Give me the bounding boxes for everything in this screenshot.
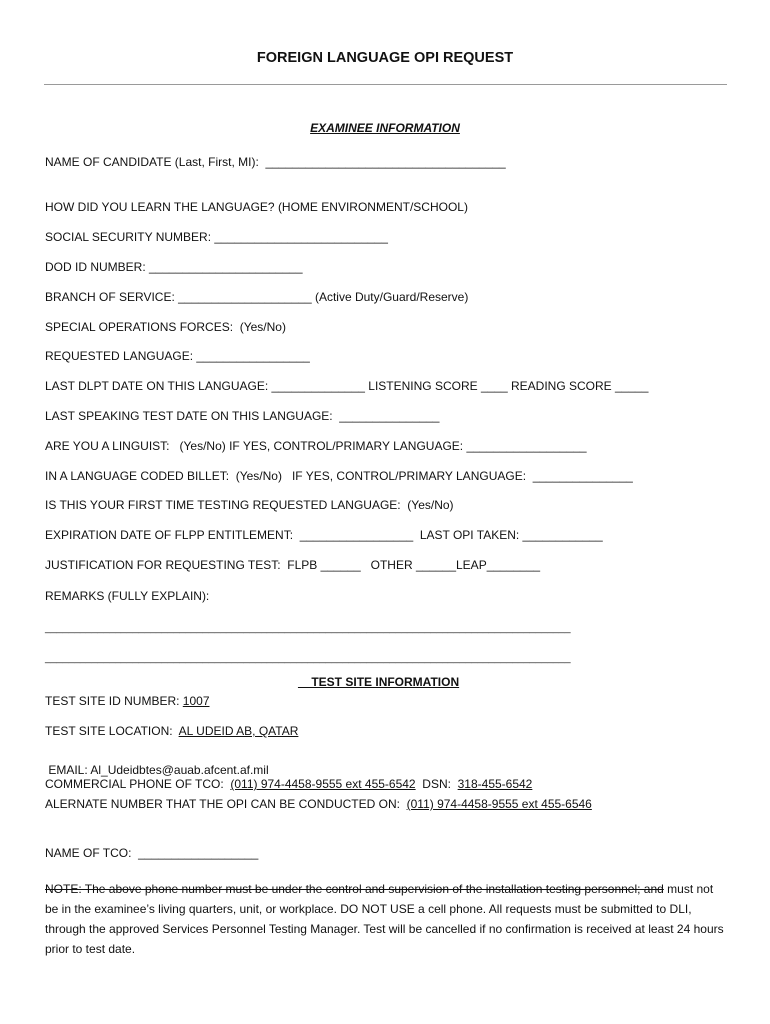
- test-site-email: EMAIL: Al_Udeidbtes@auab.afcent.af.mil: [45, 763, 269, 777]
- form-title: FOREIGN LANGUAGE OPI REQUEST: [256, 50, 514, 66]
- tco-phone-label: COMMERCIAL PHONE OF TCO:: [45, 777, 231, 791]
- note-first-line: NOTE: The above phone number must be under the control and supervision of the installation testing personnel; and: [45, 882, 664, 896]
- remarks-line-2: __________________________________________________________________________________________: [45, 652, 571, 664]
- dsn-value: 318-455-6542: [457, 777, 533, 791]
- field-remarks: REMARKS (FULLY EXPLAIN):: [45, 589, 210, 603]
- note-paragraph: [45, 879, 725, 959]
- field-flpp: EXPIRATION DATE OF FLPP ENTITLEMENT: _________________ LAST OPI TAKEN: ____________: [45, 528, 603, 542]
- field-sof: SPECIAL OPERATIONS FORCES: (Yes/No): [45, 320, 286, 334]
- field-ssn: SOCIAL SECURITY NUMBER: __________________________: [45, 230, 388, 244]
- test-site-location-label: TEST SITE LOCATION:: [45, 724, 179, 738]
- test-site-id-label: TEST SITE ID NUMBER:: [45, 694, 183, 708]
- examinee-heading: EXAMINEE INFORMATION: [310, 121, 460, 135]
- field-learn: HOW DID YOU LEARN THE LANGUAGE? (HOME ENVIRONMENT/SCHOOL): [45, 200, 468, 214]
- alternate-number-value: (011) 974-4458-9555 ext 455-6546: [406, 797, 592, 811]
- test-site-location: [45, 724, 298, 738]
- field-justification: JUSTIFICATION FOR REQUESTING TEST: FLPB ______ OTHER ______LEAP________: [45, 558, 541, 572]
- alternate-number: [45, 797, 592, 811]
- field-language: REQUESTED LANGUAGE: _________________: [45, 349, 310, 363]
- field-linguist: ARE YOU A LINGUIST: (Yes/No) IF YES, CONTROL/PRIMARY LANGUAGE: __________________: [45, 439, 587, 453]
- field-branch: BRANCH OF SERVICE: ____________________ (Active Duty/Guard/Reserve): [45, 290, 469, 304]
- test-site-id-value: 1007: [182, 694, 210, 708]
- field-name: NAME OF CANDIDATE (Last, First, MI): ____________________________________: [45, 155, 506, 169]
- alternate-number-label: ALERNATE NUMBER THAT THE OPI CAN BE CONDUCTED ON:: [45, 797, 407, 811]
- field-first-time: IS THIS YOUR FIRST TIME TESTING REQUESTED LANGUAGE: (Yes/No): [45, 498, 454, 512]
- tco-phone-value: (011) 974-4458-9555 ext 455-6542: [230, 777, 416, 791]
- title-rule: [44, 84, 727, 85]
- remarks-line-1: __________________________________________________________________________________________: [45, 622, 571, 634]
- dsn-label: DSN:: [415, 777, 458, 791]
- note-rest: must not be in the examinee’s living quarters, unit, or workplace. DO NOT USE a cell phone. All requests must be submitted to DLI, through the approved Services Personnel Testing Manager. Test will be cancelled if no confirmation is received at least 24 hours prior to test date.: [45, 882, 724, 956]
- field-dlpt: LAST DLPT DATE ON THIS LANGUAGE: ______________ LISTENING SCORE ____ READING SCORE _____: [45, 379, 649, 393]
- tco-phone: [45, 777, 532, 791]
- field-dod: DOD ID NUMBER: _______________________: [45, 260, 303, 274]
- tco-name: NAME OF TCO: __________________: [45, 846, 259, 860]
- test-site-location-value: AL UDEID AB, QATAR: [178, 724, 299, 738]
- test-site-id: [45, 694, 210, 708]
- field-speaking: LAST SPEAKING TEST DATE ON THIS LANGUAGE: _______________: [45, 409, 440, 423]
- test-site-heading: __TEST SITE INFORMATION: [298, 675, 460, 689]
- field-billet: IN A LANGUAGE CODED BILLET: (Yes/No) IF YES, CONTROL/PRIMARY LANGUAGE: _______________: [45, 469, 633, 483]
